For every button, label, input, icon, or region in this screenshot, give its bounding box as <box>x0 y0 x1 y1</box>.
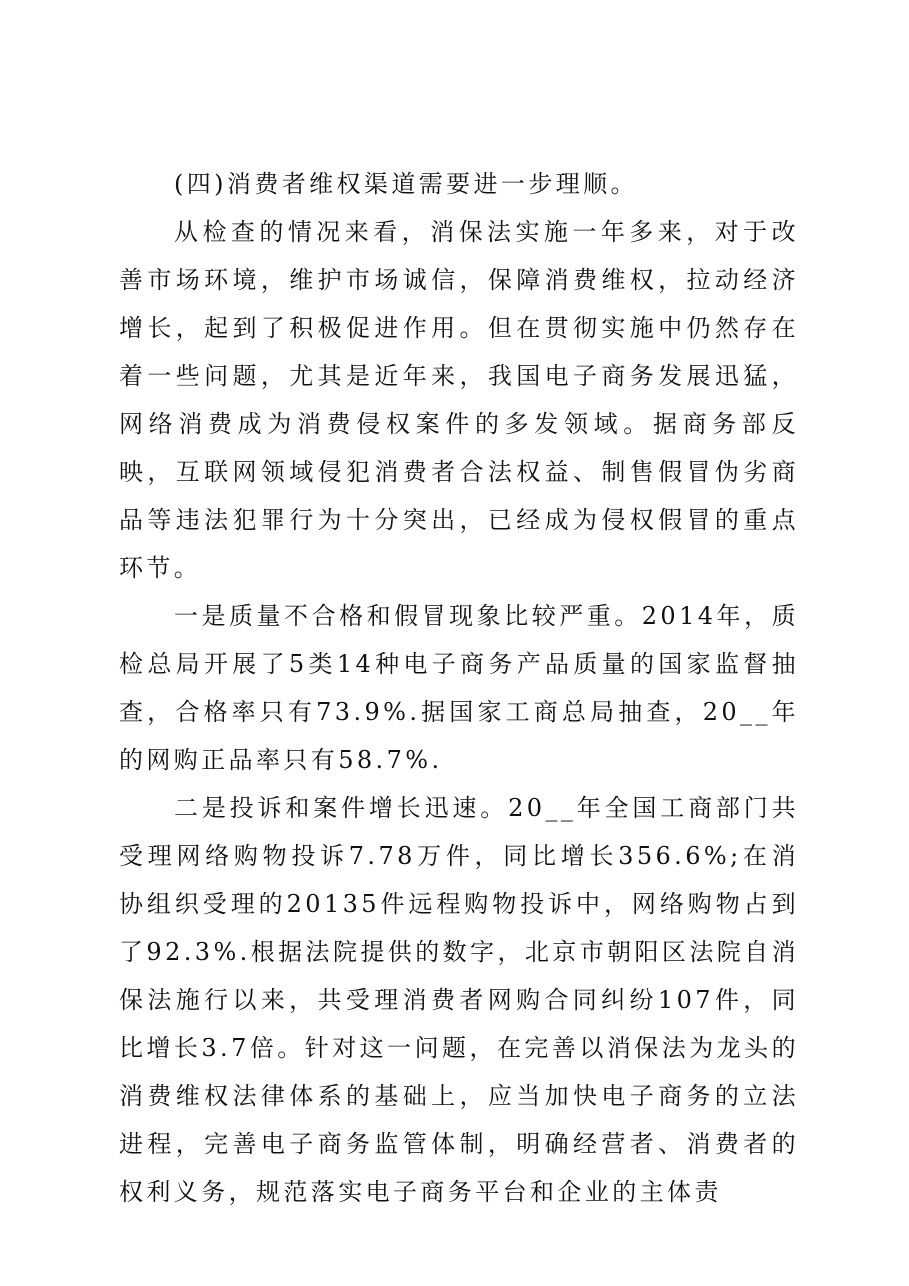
paragraph-quality-issues: 一是质量不合格和假冒现象比较严重。2014年，质检总局开展了5类14种电子商务产品质量的国家监督抽查，合格率只有73.9%.据国家工商总局抽查，20__年的网购正品率只有58.7%. <box>119 602 799 774</box>
paragraph-complaints-growth: 二是投诉和案件增长迅速。20__年全国工商部门共受理网络购物投诉7.78万件，同比增长356.6%;在消协组织受理的20135件远程购物投诉中，网络购物占到了92.3%.根据法院提供的数字，北京市朝阳区法院自消保法施行以来，共受理消费者网购合同纠纷107件，同比增长3.7倍。针对这一问题，在完善以消保法为龙头的消费维权法律体系的基础上，应当加快电子商务的立法进程，完善电子商务监管体制，明确经营者、消费者的权利义务，规范落实电子商务平台和企业的主体责 <box>119 794 799 1206</box>
document-body <box>119 160 799 1216</box>
paragraph-overview: 从检查的情况来看，消保法实施一年多来，对于改善市场环境，维护市场诚信，保障消费维权，拉动经济增长，起到了积极促进作用。但在贯彻实施中仍然存在着一些问题，尤其是近年来，我国电子商务发展迅猛，网络消费成为消费侵权案件的多发领域。据商务部反映，互联网领域侵犯消费者合法权益、制售假冒伪劣商品等违法犯罪行为十分突出，已经成为侵权假冒的重点环节。 <box>119 218 799 582</box>
section-heading: (四)消费者维权渠道需要进一步理顺。 <box>174 170 638 198</box>
